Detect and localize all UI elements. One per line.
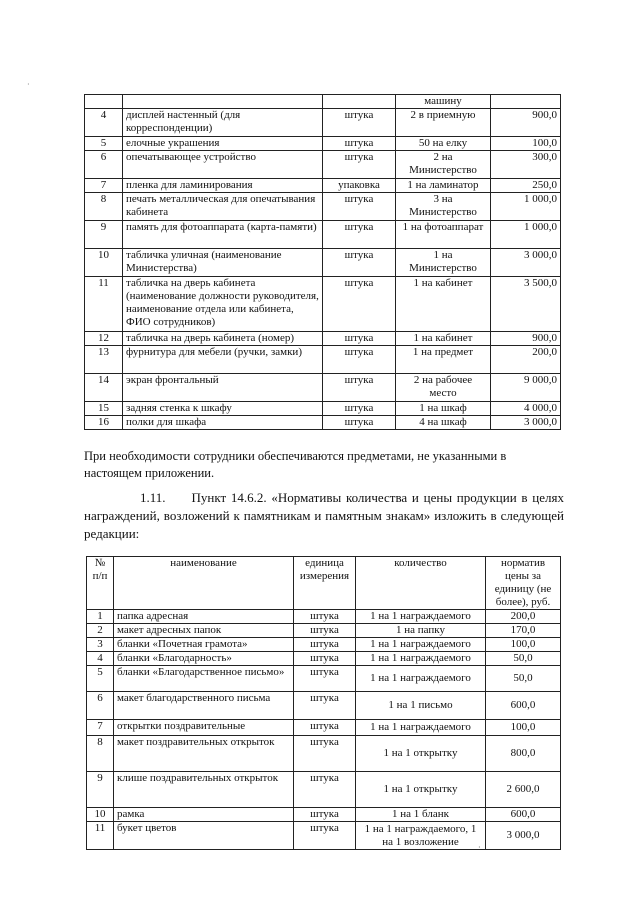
unit-cell: штука (323, 332, 396, 346)
quantity-cell: 1 на кабинет (396, 277, 491, 332)
table-row (87, 822, 561, 850)
row-number: 13 (85, 346, 123, 374)
unit-cell: штука (323, 193, 396, 221)
unit-cell: штука (323, 109, 396, 137)
header-num: № п/п (87, 557, 114, 610)
quantity-cell: 2 в приемную (396, 109, 491, 137)
table-row (87, 720, 561, 736)
unit-cell: штука (323, 346, 396, 374)
scan-speck: · (478, 843, 481, 852)
table-row (85, 137, 561, 151)
table-header-row (87, 557, 561, 610)
unit-cell: штука (323, 151, 396, 179)
item-name: фурнитура для мебели (ручки, замки) (123, 346, 323, 374)
table-row (85, 151, 561, 179)
unit-cell: штука (294, 666, 356, 692)
item-name: память для фотоаппарата (карта-памяти) (123, 221, 323, 249)
table-row (85, 332, 561, 346)
row-number: 8 (85, 193, 123, 221)
quantity-cell: 1 на кабинет (396, 332, 491, 346)
item-name: макет поздравительных открыток (114, 736, 294, 772)
amendment-paragraph (84, 489, 564, 543)
price-cell: 3 000,0 (491, 416, 561, 430)
quantity-cell: 1 на 1 награждаемого (356, 638, 486, 652)
price-cell: 4 000,0 (491, 402, 561, 416)
row-number: 12 (85, 332, 123, 346)
price-cell: 170,0 (486, 624, 561, 638)
price-cell: 600,0 (486, 692, 561, 720)
row-number: 14 (85, 374, 123, 402)
unit-cell: штука (323, 374, 396, 402)
item-name: елочные украшения (123, 137, 323, 151)
price-cell: 300,0 (491, 151, 561, 179)
table-row (85, 193, 561, 221)
table-row (85, 277, 561, 332)
price-cell: 250,0 (491, 179, 561, 193)
item-name: дисплей настенный (для корреспонденции) (123, 109, 323, 137)
row-number: 8 (87, 736, 114, 772)
table-row (85, 109, 561, 137)
price-cell: 3 000,0 (486, 822, 561, 850)
price-cell: 600,0 (486, 808, 561, 822)
quantity-cell: 1 на папку (356, 624, 486, 638)
row-number: 9 (85, 221, 123, 249)
quantity-cell: 1 на 1 награждаемого (356, 610, 486, 624)
quantity-cell: 1 на 1 письмо (356, 692, 486, 720)
table-row (87, 692, 561, 720)
unit-cell: штука (323, 402, 396, 416)
row-number (85, 95, 123, 109)
row-number: 5 (85, 137, 123, 151)
price-cell: 900,0 (491, 332, 561, 346)
table-row (87, 808, 561, 822)
quantity-cell: 1 на шкаф (396, 402, 491, 416)
supplies-table-continued (84, 94, 561, 430)
unit-cell: штука (294, 772, 356, 808)
table-row (85, 416, 561, 430)
item-name: бланки «Почетная грамота» (114, 638, 294, 652)
quantity-cell: 1 на предмет (396, 346, 491, 374)
item-name: папка адресная (114, 610, 294, 624)
item-name: макет благодарственного письма (114, 692, 294, 720)
price-cell: 900,0 (491, 109, 561, 137)
item-name: табличка уличная (наименование Министерства) (123, 249, 323, 277)
price-cell: 100,0 (486, 720, 561, 736)
item-name: букет цветов (114, 822, 294, 850)
table-row (85, 179, 561, 193)
unit-cell: штука (294, 652, 356, 666)
row-number: 9 (87, 772, 114, 808)
quantity-cell: 1 на Министерство (396, 249, 491, 277)
quantity-cell: 1 на 1 награждаемого (356, 720, 486, 736)
price-cell: 50,0 (486, 666, 561, 692)
unit-cell: штука (294, 624, 356, 638)
item-name: бланки «Благодарственное письмо» (114, 666, 294, 692)
row-number: 7 (87, 720, 114, 736)
item-name: пленка для ламинирования (123, 179, 323, 193)
quantity-cell: 4 на шкаф (396, 416, 491, 430)
header-name: наименование (114, 557, 294, 610)
quantity-cell: 2 на рабочее место (396, 374, 491, 402)
row-number: 10 (87, 808, 114, 822)
row-number: 6 (87, 692, 114, 720)
price-cell: 1 000,0 (491, 193, 561, 221)
quantity-cell: 1 на 1 открытку (356, 736, 486, 772)
unit-cell: штука (294, 736, 356, 772)
header-unit: единица измерения (294, 557, 356, 610)
quantity-cell: 1 на 1 награждаемого (356, 666, 486, 692)
quantity-cell: 1 на 1 награждаемого (356, 652, 486, 666)
unit-cell: штука (294, 638, 356, 652)
unit-cell: штука (294, 808, 356, 822)
price-cell: 2 600,0 (486, 772, 561, 808)
unit-cell: штука (294, 720, 356, 736)
row-number: 10 (85, 249, 123, 277)
unit-cell: штука (323, 277, 396, 332)
note-text: При необходимости сотрудники обеспечиваются предметами, не указанными в настоящем приложении. (84, 449, 507, 480)
row-number: 7 (85, 179, 123, 193)
item-name: табличка на дверь кабинета (номер) (123, 332, 323, 346)
item-name: клише поздравительных открыток (114, 772, 294, 808)
item-name: макет адресных папок (114, 624, 294, 638)
quantity-cell: 1 на ламинатор (396, 179, 491, 193)
row-number: 15 (85, 402, 123, 416)
row-number: 5 (87, 666, 114, 692)
item-name: полки для шкафа (123, 416, 323, 430)
price-cell: 200,0 (486, 610, 561, 624)
row-number: 4 (87, 652, 114, 666)
row-number: 11 (85, 277, 123, 332)
quantity-cell: 1 на 1 открытку (356, 772, 486, 808)
price-cell: 1 000,0 (491, 221, 561, 249)
row-number: 2 (87, 624, 114, 638)
item-name: печать металлическая для опечатывания кабинета (123, 193, 323, 221)
unit-cell: штука (294, 610, 356, 624)
item-name: открытки поздравительные (114, 720, 294, 736)
row-number: 1 (87, 610, 114, 624)
row-number: 16 (85, 416, 123, 430)
row-number: 6 (85, 151, 123, 179)
unit-cell: штука (294, 822, 356, 850)
table-row (85, 374, 561, 402)
table-row (87, 624, 561, 638)
amendment-text: 1.11. Пункт 14.6.2. «Нормативы количества и цены продукции в целях награждений, возложений к памятникам и памятным знакам» изложить в следующей редакции: (84, 490, 564, 541)
price-cell: 3 000,0 (491, 249, 561, 277)
price-cell: 100,0 (491, 137, 561, 151)
table-row (85, 346, 561, 374)
unit-cell: штука (323, 137, 396, 151)
header-price: норматив цены за единицу (не более), руб. (486, 557, 561, 610)
price-cell: 50,0 (486, 652, 561, 666)
row-number: 4 (85, 109, 123, 137)
price-cell: 3 500,0 (491, 277, 561, 332)
item-name (123, 95, 323, 109)
quantity-cell: 50 на елку (396, 137, 491, 151)
table-row (87, 610, 561, 624)
table-row (85, 221, 561, 249)
price-cell: 800,0 (486, 736, 561, 772)
unit-cell: штука (323, 221, 396, 249)
quantity-cell: 3 на Министерство (396, 193, 491, 221)
table-row (87, 652, 561, 666)
row-number: 11 (87, 822, 114, 850)
table-row (87, 638, 561, 652)
price-cell: 9 000,0 (491, 374, 561, 402)
table-row (87, 736, 561, 772)
item-name: табличка на дверь кабинета (наименование должности руководителя, наименование отдела или кабинета, ФИО сотрудников) (123, 277, 323, 332)
item-name: рамка (114, 808, 294, 822)
awards-norms-table (86, 556, 561, 850)
price-cell (491, 95, 561, 109)
quantity-cell: 1 на 1 награждаемого, 1 на 1 возложение (356, 822, 486, 850)
table-row (85, 95, 561, 109)
table-row (85, 402, 561, 416)
unit-cell: штука (323, 249, 396, 277)
table-row (85, 249, 561, 277)
scan-speck: · (27, 80, 30, 89)
unit-cell: упаковка (323, 179, 396, 193)
item-name: задняя стенка к шкафу (123, 402, 323, 416)
unit-cell: штука (294, 692, 356, 720)
header-qty: количество (356, 557, 486, 610)
table-row (87, 772, 561, 808)
item-name: бланки «Благодарность» (114, 652, 294, 666)
quantity-cell: 1 на 1 бланк (356, 808, 486, 822)
unit-cell (323, 95, 396, 109)
quantity-cell: 1 на фотоаппарат (396, 221, 491, 249)
unit-cell: штука (323, 416, 396, 430)
row-number: 3 (87, 638, 114, 652)
item-name: экран фронтальный (123, 374, 323, 402)
item-name: опечатывающее устройство (123, 151, 323, 179)
price-cell: 100,0 (486, 638, 561, 652)
quantity-cell: машину (396, 95, 491, 109)
price-cell: 200,0 (491, 346, 561, 374)
quantity-cell: 2 на Министерство (396, 151, 491, 179)
table-row (87, 666, 561, 692)
